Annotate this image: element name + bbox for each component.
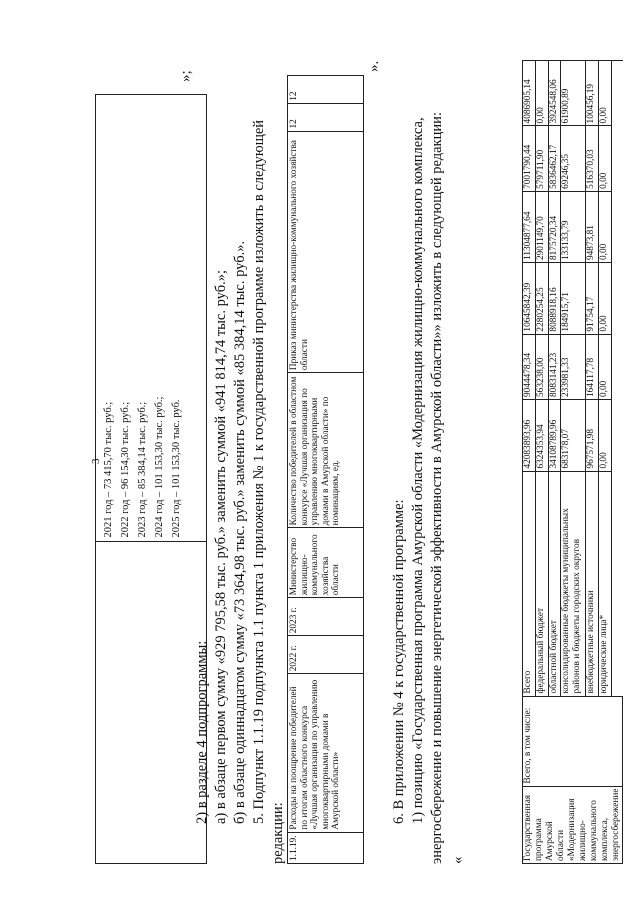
source-label: федеральный бюджет: [535, 471, 548, 696]
value-cell: 516370,03: [586, 126, 599, 191]
value-cell: 0,00: [598, 262, 611, 334]
item-executor: Министерство жилищно-коммунального хозяйства области: [288, 528, 364, 598]
value-cell: 10645842,39: [523, 262, 536, 334]
item-col-b: 12: [288, 76, 364, 104]
value-cell: 2901149,70: [535, 191, 548, 262]
item-number: 1.1.19.: [288, 832, 364, 863]
funding-years-cell: [96, 95, 207, 542]
value-cell: 967571,98: [586, 399, 599, 471]
funding-year-line: 2025 год – 101 153,30 тыс. руб.: [171, 399, 182, 538]
value-cell: 91754,17: [586, 262, 599, 334]
funding-year-line: 2021 год – 73 415,70 тыс. руб.;: [103, 401, 114, 538]
paragraph: 5. Подпункт 1.1.19 подпункта 1.1 пункта 1 приложения № 1 к государственной программе изложить в следующей: [251, 119, 267, 824]
value-cell: 563238,00: [535, 334, 548, 399]
value-cell: 61900,89: [561, 61, 586, 126]
paragraph: а) в абзаце первом сумму «929 795,58 тыс. руб.» заменить суммой «941 814,74 тыс. руб.»;: [213, 270, 229, 824]
value-cell: 579711,90: [535, 126, 548, 191]
paragraph: б) в абзаце одиннадцатом сумму «73 364,98 тыс. руб.» заменить суммой «85 384,14 тыс. руб.».: [232, 240, 248, 824]
value-cell: 11304877,64: [523, 191, 536, 262]
value-cell: 0,00: [598, 61, 611, 126]
funding-year-line: 2024 год – 101 153,30 тыс. руб.;: [154, 396, 165, 538]
program-item-table: [287, 75, 364, 864]
source-label: областной бюджет: [548, 471, 561, 696]
value-cell: 3924548,06: [548, 61, 561, 126]
closing-quote: ».: [366, 60, 382, 72]
item-indicator-prefix: Количество победителей в областном конкурсе: [289, 376, 310, 526]
program-executor: Всего, в том числе:: [523, 696, 623, 786]
value-cell: 8088918,16: [548, 262, 561, 334]
funding-years-table: [95, 94, 207, 864]
item-document: Приказ министерства жилищно-коммунального хозяйства области: [288, 131, 364, 373]
value-cell: 9044478,34: [523, 334, 536, 399]
value-cell: 683178,07: [561, 399, 586, 471]
value-cell: 2280254,25: [535, 262, 548, 334]
funding-year-line: 2023 год – 85 384,14 тыс. руб.;: [137, 401, 148, 538]
value-cell: 42083893,96: [523, 399, 536, 471]
closing-quote: »;: [178, 70, 194, 82]
value-cell: 0,00: [598, 334, 611, 399]
paragraph: энергосбережение и повышение энергетической эффективности в Амурской области»» изложить в следующей редакции:: [429, 112, 445, 864]
source-label: внебюджетные источники: [586, 471, 599, 696]
source-label: консолидированные бюджеты муниципальных районов и бюджеты городских округов: [561, 471, 586, 696]
value-cell: 5836462,17: [548, 126, 561, 191]
program-name: Государственная программа Амурской области «Модернизация жилищно-коммунального комплекса, энергосбережение: [523, 786, 623, 863]
value-cell: 184915,71: [561, 262, 586, 334]
value-cell: 0,00: [535, 61, 548, 126]
value-cell: 8083141,23: [548, 334, 561, 399]
funding-year-line: 2022 год – 96 154,30 тыс. руб.;: [120, 401, 131, 538]
page-number: 3: [90, 458, 102, 464]
paragraph: 2) в разделе 4 подпрограммы:: [194, 640, 210, 824]
item-name: Расходы на поощрение победителей по итогам областного конкурса «Лучшая организация по управлению многоквартирными домами в Амурской области»: [288, 674, 364, 832]
item-col-a: 12: [288, 103, 364, 131]
value-cell: 34108789,96: [548, 399, 561, 471]
item-indicator: Количество победителей в областном конкурсе «Лучшая организация по управлению многоквартирными домами в Амурской области» по номинациям, ед.: [288, 373, 364, 528]
finance-table: [522, 60, 623, 864]
paragraph: 6. В приложении № 4 к государственной программе:: [391, 499, 407, 824]
value-cell: 0,00: [598, 191, 611, 262]
value-cell: 100456,19: [586, 61, 599, 126]
value-cell: 233981,33: [561, 334, 586, 399]
source-label: Всего: [523, 471, 536, 696]
value-cell: 94873,81: [586, 191, 599, 262]
value-cell: 8175720,34: [548, 191, 561, 262]
paragraph: редакции:: [270, 802, 286, 864]
value-cell: 4086905,14: [523, 61, 536, 126]
value-cell: 133133,79: [561, 191, 586, 262]
value-cell: 0,00: [598, 126, 611, 191]
item-year-end: 2023 г.: [288, 598, 364, 636]
value-cell: 164117,78: [586, 334, 599, 399]
value-cell: 0,00: [598, 399, 611, 471]
value-cell: 7001790,44: [523, 126, 536, 191]
value-cell: 69246,35: [561, 126, 586, 191]
value-cell: 6324353,94: [535, 399, 548, 471]
opening-quote: «: [450, 856, 466, 864]
source-label: юридические лица*: [598, 471, 611, 696]
paragraph: 1) позицию «Государственная программа Амурской области «Модернизация жилищно-коммунального комплекса,: [410, 117, 426, 824]
item-year-start: 2022 г.: [288, 636, 364, 674]
